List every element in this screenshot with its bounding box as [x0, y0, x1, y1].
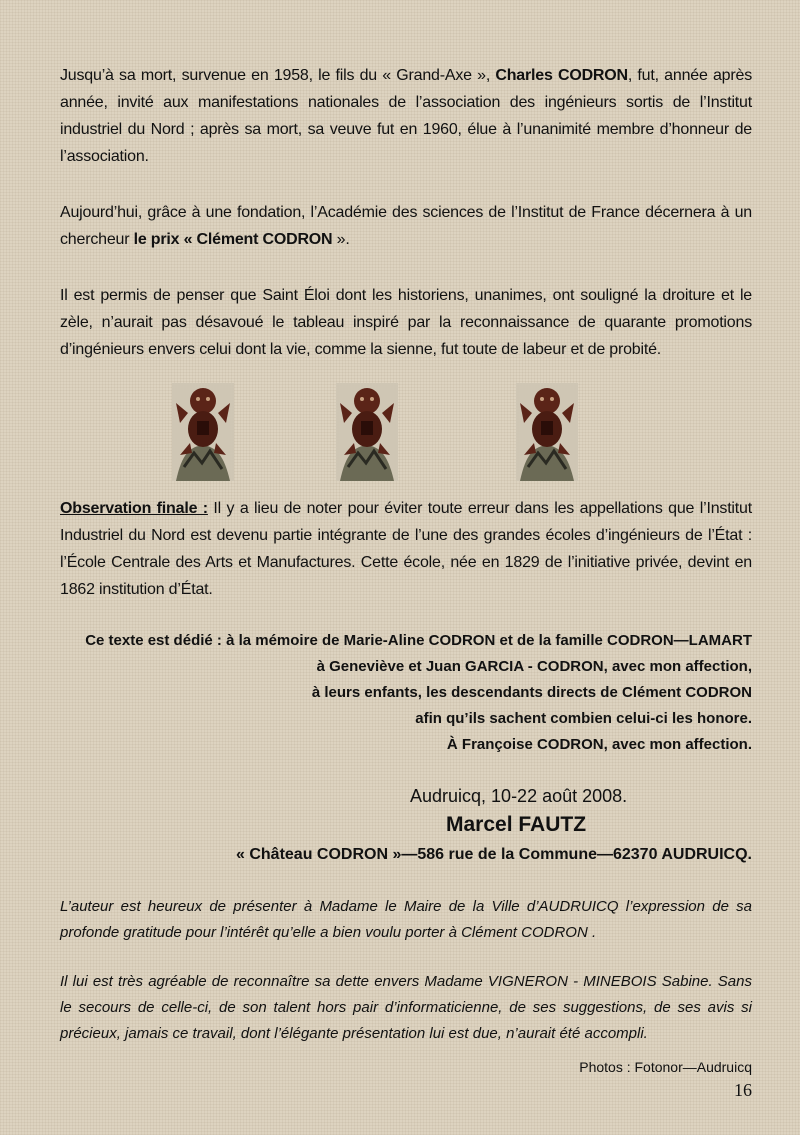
paragraph-charles-codron: [60, 62, 752, 170]
bold-prize: le prix « Clément CODRON: [133, 231, 333, 248]
signature-block: [60, 782, 752, 870]
dedication-line: à Geneviève et Juan GARCIA - CODRON, avec mon affection,: [316, 658, 752, 675]
dedication-line: à leurs enfants, les descendants directs de Clément CODRON: [311, 684, 752, 701]
observation-title: Observation finale :: [60, 500, 208, 517]
figurine-image: [516, 383, 578, 481]
figurine-image: [172, 383, 234, 481]
place-date: Audruicq, 10-22 août 2008.: [410, 786, 628, 806]
paragraph-text: , fut, année après année, invité aux manifestations nationales de l’association des ingénieurs sortis de l’Institut industriel du Nord ; après sa mort, sa veuve fut en 1960, élue à l’unanimité membre d’honneur de l’association.: [60, 67, 752, 165]
paragraph-prix: [60, 199, 752, 253]
figurine-image: [336, 383, 398, 481]
thanks-paragraph: L’auteur est heureux de présenter à Madame le Maire de la Ville d’AUDRUICQ l’expression de sa profonde gratitude pour l’intérêt qu’elle a bien voulu porter à Clément CODRON .: [60, 898, 752, 941]
dedication-line: afin qu’ils sachent combien celui-ci les honore.: [415, 710, 752, 727]
author-address: « Château CODRON »—586 rue de la Commune—62370 AUDRUICQ.: [236, 846, 752, 863]
paragraph-text: Aujourd’hui, grâce à une fondation, l’Académie des sciences de l’Institut de France décernera à un chercheur: [60, 204, 752, 248]
thanks-paragraph: Il lui est très agréable de reconnaître sa dette envers Madame VIGNERON - MINEBOIS Sabine. Sans le secours de celle-ci, de son talent hors pair d’informaticienne, de ses suggestions, de ses avis si précieux, jamais ce travail, dont l’élégante présentation lui est due, n’aurait été accompli.: [60, 973, 752, 1042]
photo-credit: Photos : Fotonor—Audruicq: [579, 1059, 752, 1075]
dedication-line: Ce texte est dédié : à la mémoire de Marie-Aline CODRON et de la famille CODRON—LAMART: [85, 632, 752, 649]
figurine-row: [60, 383, 752, 483]
observation-paragraph: [60, 495, 752, 603]
paragraph-saint-eloi: Il est permis de penser que Saint Éloi dont les historiens, unanimes, ont souligné la droiture et le zèle, n’aurait pas désavoué le tableau inspiré par la reconnaissance de quarante promotions d’ingénieurs envers celui dont la vie, comme la sienne, fut toute de labeur et de probité.: [60, 287, 752, 358]
page-number: 16: [734, 1080, 752, 1100]
paragraph-text: Jusqu’à sa mort, survenue en 1958, le fils du « Grand-Axe »,: [60, 67, 496, 84]
paragraph-text: ».: [332, 231, 350, 248]
author-name: Marcel FAUTZ: [446, 813, 587, 836]
dedication-block: [60, 628, 752, 758]
bold-name: Charles CODRON: [495, 67, 628, 84]
observation-text: Il y a lieu de noter pour éviter toute erreur dans les appellations que l’Institut Industriel du Nord est devenu partie intégrante de l’une des grandes écoles d’ingénieurs de l’État : l’École Centrale des Arts et Manufactures. Cette école, née en 1829 de l’initiative privée, devint en 1862 institution d’État.: [60, 500, 752, 598]
dedication-line: À Françoise CODRON, avec mon affection.: [446, 736, 752, 753]
